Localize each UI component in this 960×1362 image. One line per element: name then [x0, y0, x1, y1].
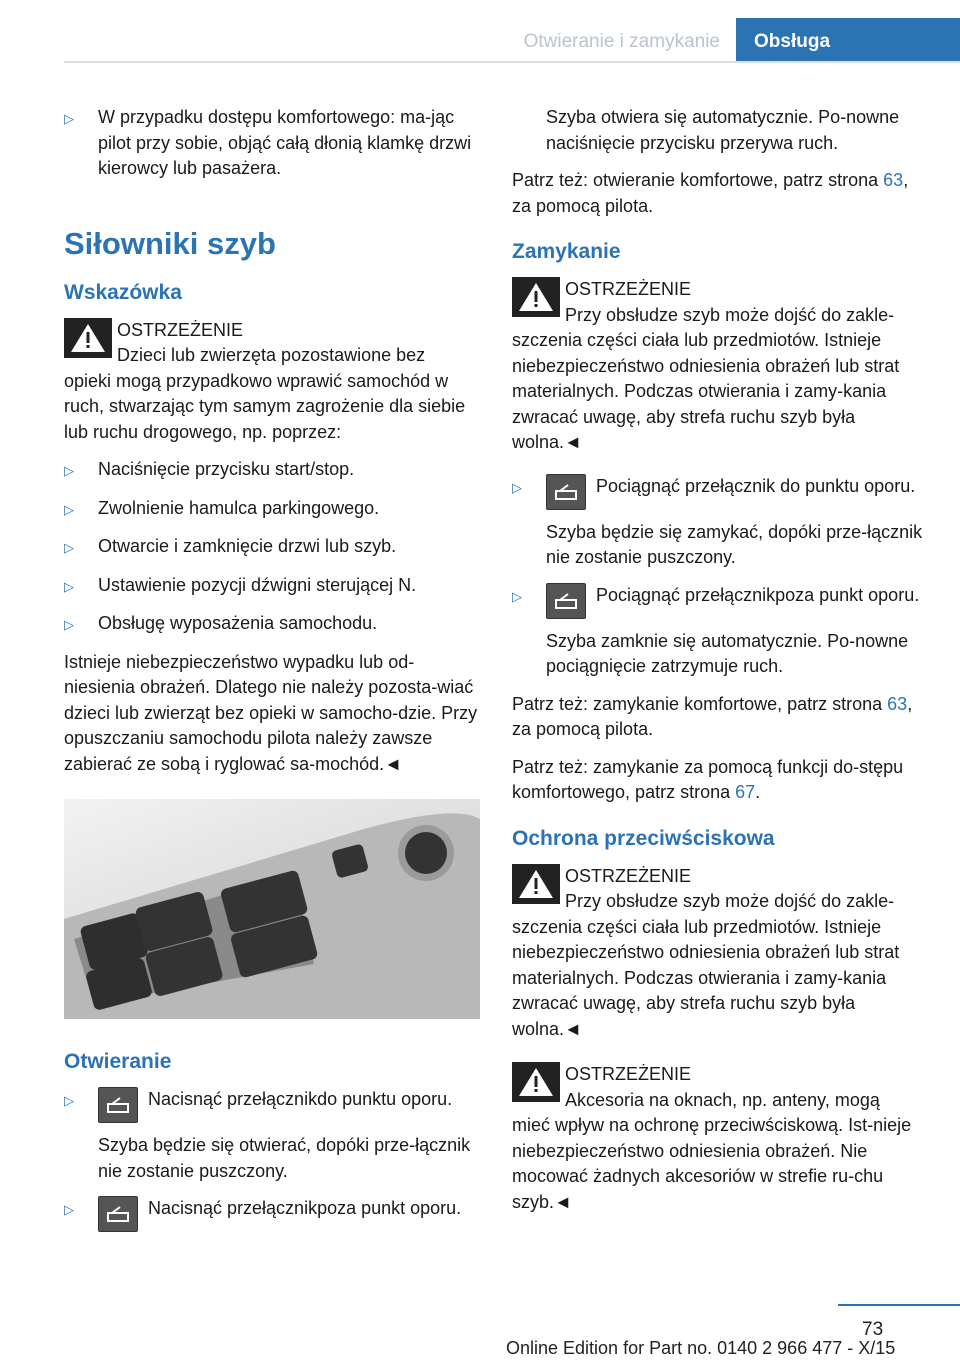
warning-triangle-icon	[512, 1062, 562, 1102]
list-item: ▷ Otwarcie i zamknięcie drzwi lub szyb.	[64, 534, 482, 561]
list-item: ▷ Nacisnąć przełącznikpoza punkt oporu.	[64, 1196, 482, 1232]
warning-label: OSTRZEŻENIE	[565, 865, 692, 886]
bullet-triangle-icon: ▷	[64, 540, 74, 555]
section-title: Siłowniki szyb	[64, 225, 276, 261]
warning-triangle-icon	[64, 318, 114, 358]
list-item: ▷ W przypadku dostępu komfortowego: ma‐jąc pilot przy sobie, objąć całą dłonią klamkę drzwi kierowcy lub pasażera.	[64, 107, 472, 178]
list-item: ▷ Pociągnąć przełącznik do punktu oporu. Szyba będzie się zamykać, dopóki prze‐łącznik nie zostanie puszczony.	[512, 475, 923, 567]
warning-text: szczenia części ciała lub przedmiotów. Istnieje niebezpieczeństwo odniesienia obrażeń lub strat materialnych. Podczas otwierania i zamy‐kania zwracać uwagę, aby strefa ruchu szyb była wolna.◄	[512, 916, 900, 1039]
edition-text: Online Edition for Part no. 0140 2 966 477 - X/15	[506, 1338, 896, 1358]
footer-rule	[838, 1304, 960, 1306]
pinch-protection-heading: Ochrona przeciwściskowa	[512, 826, 775, 850]
opening-heading: Otwieranie	[64, 1050, 172, 1073]
warning-text: mieć wpływ na ochronę przeciwściskową. Ist‐nieje niebezpieczeństwo odniesienia obrażeń. Nie mocować żadnych akcesoriów w strefie ru‐chu szyb.◄	[512, 1115, 912, 1212]
warning-block: OSTRZEŻENIE Przy obsłudze szyb może dojść do zakle‐ szczenia części ciała lub przedmiotów. Istnieje niebezpieczeństwo odniesienia obrażeń lub strat materialnych. Podczas otwierania i zamy‐kania zwracać uwagę, aby strefa ruchu szyb była wolna.◄	[512, 277, 926, 456]
window-switch-icon	[98, 1196, 138, 1232]
bullet-triangle-icon: ▷	[64, 1093, 74, 1108]
header-rule	[64, 61, 960, 63]
warning-block	[64, 318, 482, 446]
warning-label: OSTRZEŻENIE	[565, 279, 692, 299]
warning-label: OSTRZEŻENIE	[565, 1064, 692, 1084]
list-item: ▷ Nacisnąć przełącznikdo punktu oporu. Szyba będzie się otwierać, dopóki prze‐łącznik nie zostanie puszczony.	[64, 1089, 471, 1181]
page-number: 73	[862, 1319, 884, 1340]
warning-first-line: Dzieci lub zwierzęta pozostawione bez	[117, 345, 426, 365]
bullet-triangle-icon: ▷	[64, 501, 74, 517]
window-switch-photo	[64, 799, 480, 1019]
warning-text: szczenia części ciała lub przedmiotów. Istnieje niebezpieczeństwo odniesienia obrażeń lub strat materialnych. Podczas otwierania i zamy‐kania zwracać uwagę, aby strefa ruchu szyb była wolna.◄	[512, 330, 900, 452]
list-item: ▷ Obsługę wyposażenia samochodu.	[64, 611, 482, 638]
warning-block: OSTRZEŻENIE Przy obsłudze szyb może dojść do zakle‐ szczenia części ciała lub przedmiotów. Istnieje niebezpieczeństwo odniesienia obrażeń lub strat materialnych. Podczas otwierania i zamy‐kania zwracać uwagę, aby strefa ruchu szyb była wolna.◄	[512, 864, 926, 1043]
header-tab: Obsługa	[736, 18, 960, 63]
header-section-title: Otwieranie i zamykanie	[523, 31, 720, 52]
see-also: Patrz też: zamykanie komfortowe, patrz strona 63, za pomocą pilota.	[512, 693, 913, 739]
window-switch-icon	[546, 583, 586, 619]
list-item: ▷ Naciśnięcie przycisku start/stop.	[64, 457, 482, 484]
warning-triangle-icon	[512, 864, 562, 904]
list-item: ▷ Zwolnienie hamulca parkingowego.	[64, 496, 482, 523]
note-heading: Wskazówka	[64, 280, 182, 304]
closing-heading: Zamykanie	[512, 240, 621, 263]
bullet-triangle-icon: ▷	[64, 578, 74, 594]
window-switch-icon	[98, 1087, 138, 1123]
warning-triangle-icon	[512, 277, 562, 317]
warning-text: opieki mogą przypadkowo wprawić samochód w ruch, stwarzając tym samym zagrożenie dla siebie lub ruchu drogowego, np. poprzez:	[64, 370, 466, 442]
bullet-triangle-icon: ▷	[64, 1202, 74, 1217]
warning-label: OSTRZEŻENIE	[117, 319, 244, 340]
see-also: Patrz też: zamykanie za pomocą funkcji do‐stępu komfortowego, patrz strona 67.	[512, 756, 904, 802]
bullet-triangle-icon: ▷	[64, 463, 74, 478]
list-item: ▷ Pociągnąć przełącznikpoza punkt oporu. Szyba zamknie się automatycznie. Po‐nowne pociągnięcie zatrzymuje ruch.	[512, 584, 920, 676]
page-link[interactable]: 67	[735, 782, 756, 802]
page-link[interactable]: 63	[887, 693, 908, 714]
list-item: ▷ Ustawienie pozycji dźwigni sterującej N.	[64, 573, 482, 600]
right-column	[512, 105, 926, 1227]
window-switch-icon	[546, 474, 586, 510]
bullet-triangle-icon: ▷	[64, 617, 74, 632]
bullet-triangle-icon: ▷	[512, 588, 522, 604]
left-column	[64, 105, 482, 1244]
page-link[interactable]: 63	[883, 170, 904, 190]
bullet-triangle-icon: ▷	[512, 479, 522, 495]
continued-text: Szyba otwiera się automatycznie. Po‐nowne naciśnięcie przycisku przerywa ruch.	[546, 107, 900, 153]
bullet-triangle-icon: ▷	[64, 111, 74, 126]
see-also: Patrz też: otwieranie komfortowe, patrz strona 63, za pomocą pilota.	[512, 170, 909, 216]
warning-block: OSTRZEŻENIE Akcesoria na oknach, np. anteny, mogą mieć wpływ na ochronę przeciwściskową. Ist‐nieje niebezpieczeństwo odniesienia obrażeń. Nie mocować żadnych akcesoriów w strefie ru‐chu szyb.◄	[512, 1062, 926, 1215]
risk-paragraph: Istnieje niebezpieczeństwo wypadku lub od‐niesienia obrażeń. Dlatego nie należy pozosta‐wiać dzieci lub zwierząt bez opieki w samocho‐dzie. Przy opuszczaniu samochodu pilota należy zawsze zabierać ze sobą i ryglować sa‐mochód.◄	[64, 651, 478, 774]
